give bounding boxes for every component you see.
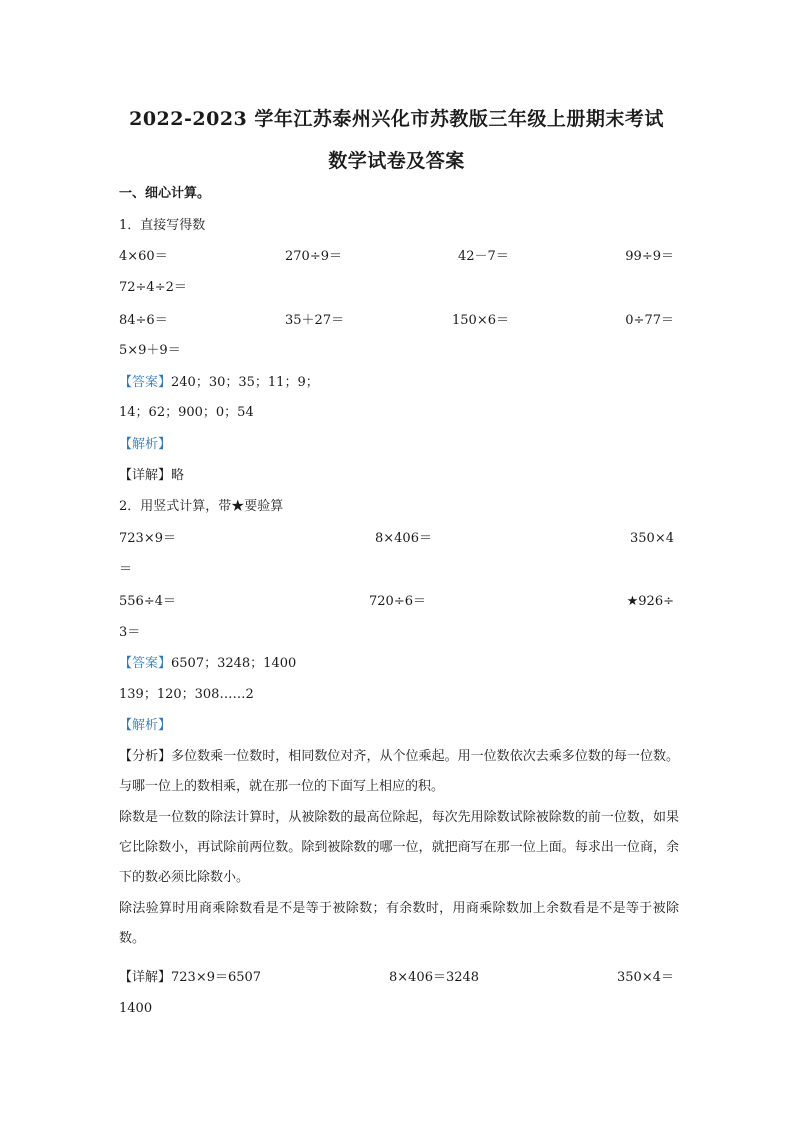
q1-row2-wrap: 5×9＋9＝ (119, 343, 181, 358)
q1-analysis-tag: 【解析】 (119, 437, 172, 452)
q2-detail-c2: 8×406＝3248 (389, 970, 480, 985)
q1-stem: 1．直接写得数 (119, 218, 206, 233)
q2-r2-c1: 556÷4＝ (119, 594, 176, 609)
q2-answer (119, 656, 296, 672)
answer-tag: 【答案】 (119, 656, 172, 671)
q1-r1-c4: 99÷9＝ (625, 249, 674, 264)
q2-row1 (119, 531, 674, 547)
doc-title-line1: 2022-2023 学年江苏泰州兴化市苏教版三年级上册期末考试 (129, 108, 664, 130)
q1-r1-c3: 42－7＝ (458, 249, 509, 264)
q2-r1-c1: 723×9＝ (119, 531, 176, 546)
q2-r1-c2: 8×406＝ (375, 531, 432, 546)
q2-r2-c3: ★926÷ (626, 594, 674, 609)
q2-row2-wrap: 3＝ (119, 625, 141, 640)
q1-row2 (119, 313, 674, 329)
q2-detail-c3: 350×4＝ (617, 970, 674, 985)
q2-analysis-tag: 【解析】 (119, 718, 172, 733)
section-heading: 一、细心计算。 (119, 186, 211, 201)
q2-r1-c3: 350×4 (630, 531, 674, 546)
q1-r2-c1: 84÷6＝ (119, 313, 168, 328)
q2-detail-wrap: 1400 (119, 1001, 153, 1016)
q2-stem: 2．用竖式计算，带★要验算 (119, 499, 284, 514)
q1-answer-line2: 14；62；900；0；54 (119, 405, 254, 420)
q1-answer-line1: 240；30；35；11；9； (171, 375, 319, 390)
answer-tag: 【答案】 (119, 375, 172, 390)
q2-row2 (119, 594, 674, 610)
q1-r2-c3: 150×6＝ (452, 313, 509, 328)
q1-row1 (119, 249, 674, 265)
q2-analysis-para2: 除数是一位数的除法计算时，从被除数的最高位除起，每次先用除数试除被除数的前一位数，如果它比除数小，再试除前两位数。除到被除数的哪一位，就把商写在那一位上面。每求出一位商，余下的数必须比除数小。 (119, 810, 679, 885)
q1-r1-c2: 270÷9＝ (285, 249, 342, 264)
q2-row1-wrap: ＝ (119, 562, 133, 577)
q2-analysis-para1: 【分析】多位数乘一位数时，相同数位对齐，从个位乘起。用一位数依次去乘多位数的每一位数。与哪一位上的数相乘，就在那一位的下面写上相应的积。 (119, 749, 679, 794)
q2-answer-line1: 6507；3248；1400 (171, 656, 297, 671)
q1-detail: 【详解】略 (119, 468, 185, 483)
q2-detail-row (119, 970, 674, 986)
doc-title-line2: 数学试卷及答案 (328, 150, 465, 172)
q2-answer-line2: 139；120；308……2 (119, 687, 254, 702)
q1-r2-c2: 35＋27＝ (285, 313, 345, 328)
q2-r2-c2: 720÷6＝ (369, 594, 426, 609)
q1-r2-c4: 0÷77＝ (625, 313, 674, 328)
q1-r1-c1: 4×60＝ (119, 249, 168, 264)
q1-row1-wrap: 72÷4÷2＝ (119, 280, 187, 295)
q2-detail-c1: 【详解】723×9＝6507 (119, 970, 262, 985)
q2-analysis-para3: 除法验算时用商乘除数看是不是等于被除数；有余数时，用商乘除数加上余数看是不是等于被除数。 (119, 901, 679, 946)
q1-answer (119, 375, 319, 391)
